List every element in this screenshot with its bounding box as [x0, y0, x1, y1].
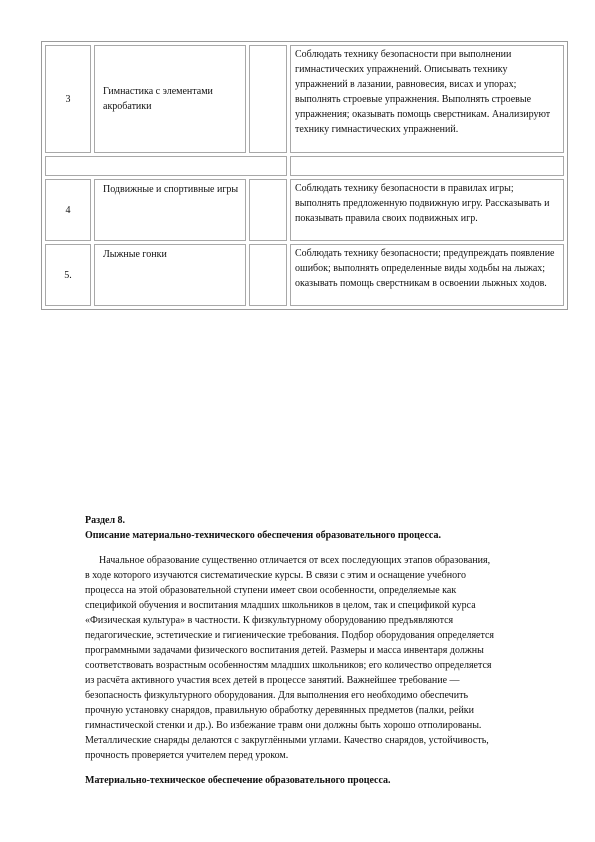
paragraph-line: спецификой обучения и воспитания младших школьников в целом, так и спецификой курса [85, 600, 476, 611]
row-activities: Соблюдать технику безопасности; предупреждать появление ошибок; выполнять определенные виды ходьбы на лыжах; оказывать помощь сверстникам в освоении лыжных ходов. [290, 244, 564, 306]
section-paragraph [85, 553, 555, 763]
section-subheading: Описание материально-технического обеспечения образовательного процесса. [85, 530, 441, 541]
table-row [45, 179, 564, 241]
row-hours [249, 179, 287, 241]
paragraph-line: гимнастической стенки и др.). Во избежание травм они должны быть хорошо отполированы. [85, 720, 482, 731]
row-hours [249, 244, 287, 306]
table-row [45, 244, 564, 306]
paragraph-line: из расчёта активного участия всех детей в процессе занятий. Важнейшее требование — [85, 675, 460, 686]
row-hours [249, 45, 287, 153]
row-subject: Лыжные гонки [94, 244, 246, 306]
paragraph-line: Начальное образование существенно отличается от всех последующих этапов образования, [99, 555, 491, 566]
paragraph-line: программными задачами физического воспитания детей. Размеры и масса инвентаря должны [85, 645, 484, 656]
row-activities: Соблюдать технику безопасности при выполнении гимнастических упражнений. Описывать технику упражнений в лазании, равновесия, висах и упорах; выполнять строевые упражнения. Выполнять строевые упражнения; оказывать помощь сверстникам. Анализируют технику гимнастических упражнений. [290, 45, 564, 153]
spacer-cell-left [45, 156, 287, 176]
paragraph-line: «Физическая культура» в частности. К физкультурному оборудованию предъявляются [85, 615, 454, 626]
row-number: 3 [45, 45, 91, 153]
section-heading: Раздел 8. [85, 515, 126, 526]
table-row [45, 45, 564, 153]
row-subject [94, 45, 246, 153]
row-subject: Подвижные и спортивные игры [94, 179, 246, 241]
paragraph-line: прочность проверяется учителем перед уроком. [85, 750, 289, 761]
spacer-cell-right [290, 156, 564, 176]
row-number: 5. [45, 244, 91, 306]
paragraph-line: процесса на этой образовательной ступени имеет свои особенности, определяемые как [85, 585, 457, 596]
row-activities: Соблюдать технику безопасности в правилах игры; выполнять предложенную подвижную игру. Рассказывать и показывать правила своих подвижных игр. [290, 179, 564, 241]
section-8 [85, 513, 555, 763]
material-support-title: Материально-техническое обеспечение образовательного процесса. [85, 775, 391, 786]
row-subject-text: Гимнастика с элементами акробатики [103, 86, 213, 112]
paragraph-line: Металлические снаряды делаются с закруглёнными углами. Качество снарядов, устойчивость, [85, 735, 489, 746]
paragraph-line: соответствовать возрастным особенностям младших школьников; его количество определяется [85, 660, 492, 671]
paragraph-line: в ходе которого изучаются систематические курсы. В связи с этим и оснащение учебного [85, 570, 466, 581]
paragraph-line: прочную установку снарядов, правильную обработку деревянных предметов (палки, рейки [85, 705, 475, 716]
paragraph-line: педагогические, эстетические и гигиенические требования. Подбор оборудования определяется [85, 630, 495, 641]
row-number: 4 [45, 179, 91, 241]
table-row-spacer [45, 156, 564, 176]
curriculum-table [41, 41, 568, 310]
paragraph-line: безопасность физкультурного оборудования. Для выполнения его необходимо обеспечить [85, 690, 468, 701]
